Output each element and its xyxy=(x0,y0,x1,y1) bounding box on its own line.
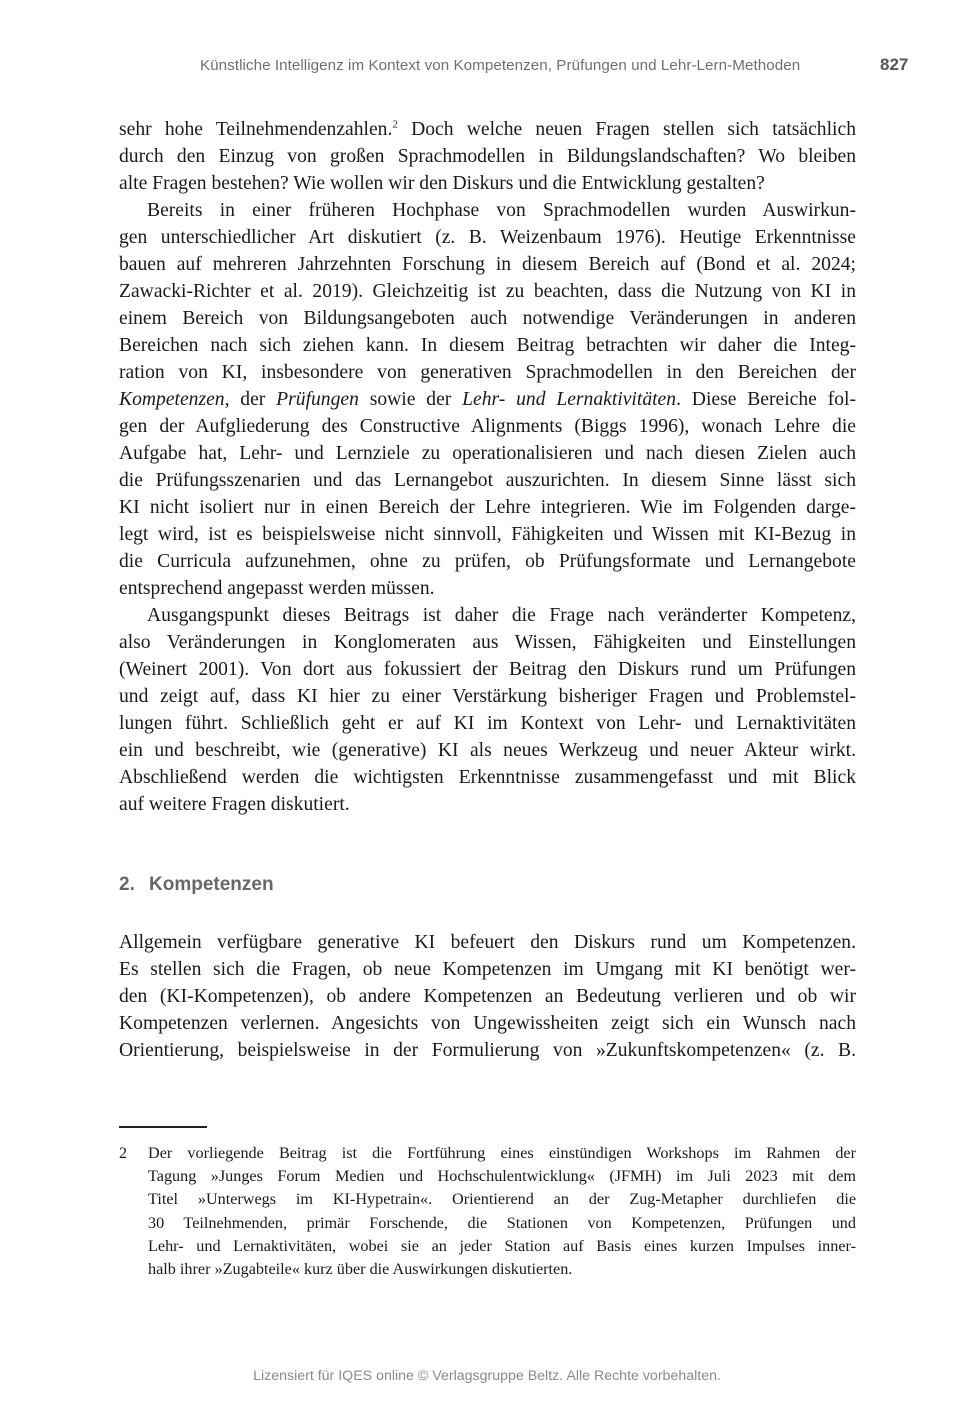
license-footer: Lizensiert für IQES online © Verlagsgruppe Beltz. Alle Rechte vorbehalten. xyxy=(253,1368,721,1384)
text-line: ein und beschreibt, wie (generative) KI als neues Werkzeug und neuer Akteur wirkt. xyxy=(119,740,856,761)
paragraph xyxy=(119,929,856,1064)
text-line: KI nicht isoliert nur in einen Bereich der Lehre integrieren. Wie im Folgenden darge- xyxy=(119,497,856,518)
footnote-line: Der vorliegende Beitrag ist die Fortführung eines einstündigen Workshops im Rahmen der xyxy=(148,1144,856,1162)
intro-body-text xyxy=(119,116,856,818)
text-line: und zeigt auf, dass KI hier zu einer Verstärkung bisheriger Fragen und Problemstel- xyxy=(119,686,856,707)
text-line: einem Bereich von Bildungsangeboten auch notwendige Veränderungen in anderen xyxy=(119,308,856,329)
text-line: Ausgangspunkt dieses Beitrags ist daher die Frage nach veränderter Kompetenz, xyxy=(147,605,856,626)
text-line: Aufgabe hat, Lehr- und Lernziele zu operationalisieren und nach diesen Zielen auch xyxy=(119,443,856,464)
emphasized-term: Lehr- und Lernaktivitäten xyxy=(462,389,677,410)
footnote-line: Tagung »Junges Forum Medien und Hochschulentwicklung« (JFMH) im Juli 2023 mit dem xyxy=(148,1167,856,1186)
text-line: Zawacki-Richter et al. 2019). Gleichzeitig ist zu beachten, dass die Nutzung von KI in xyxy=(119,281,856,302)
emphasized-term: Prüfungen xyxy=(276,389,359,410)
text-line: (Weinert 2001). Von dort aus fokussiert der Beitrag den Diskurs rund um Prüfungen xyxy=(119,659,856,680)
text-line: gen der Aufgliederung des Constructive Alignments (Biggs 1996), wonach Lehre die xyxy=(119,416,856,437)
footnote-line: halb ihrer »Zugabteile« kurz über die Auswirkungen diskutierten. xyxy=(148,1259,573,1278)
text-line: die Prüfungsszenarien und das Lernangebot auszurichten. In diesem Sinne lässt sich xyxy=(119,470,856,491)
footnote-line: Lehr- und Lernaktivitäten, wobei sie an jeder Station auf Basis eines kurzen Impulses inner- xyxy=(148,1236,856,1255)
paragraph xyxy=(119,116,856,197)
text-line: Abschließend werden die wichtigsten Erkenntnisse zusammengefasst und mit Blick xyxy=(119,767,856,788)
footnotes xyxy=(119,1142,856,1281)
text-line: also Veränderungen in Konglomeraten aus Wissen, Fähigkeiten und Einstellungen xyxy=(119,632,856,653)
text-line: auf weitere Fragen diskutiert. xyxy=(119,794,350,815)
paragraph xyxy=(119,602,856,818)
footnote-line: Titel »Unterwegs im KI-Hypetrain«. Orientierend an der Zug-Metapher durchliefen die xyxy=(148,1190,856,1209)
footnote-number: 2 xyxy=(119,1144,128,1162)
footnote-item xyxy=(119,1142,856,1281)
text-line: alte Fragen bestehen? Wie wollen wir den Diskurs und die Entwicklung gestalten? xyxy=(119,173,765,194)
text-line: durch den Einzug von großen Sprachmodellen in Bildungslandschaften? Wo bleiben xyxy=(119,146,856,167)
page-number: 827 xyxy=(880,55,909,74)
text-line: Allgemein verfügbare generative KI befeuert den Diskurs rund um Kompetenzen. xyxy=(119,932,856,953)
paragraph xyxy=(119,197,856,602)
section-number: 2. xyxy=(119,874,135,895)
footnote-line: 30 Teilnehmenden, primär Forschende, die Stationen von Kompetenzen, Prüfungen und xyxy=(148,1213,856,1232)
text-line: Kompetenzen, der Prüfungen sowie der Lehr- und Lernaktivitäten. Diese Bereiche fol- xyxy=(119,389,856,410)
text-line: Orientierung, beispielsweise in der Formulierung von »Zukunftskompetenzen« (z. B. xyxy=(119,1040,856,1061)
text-line: Es stellen sich die Fragen, ob neue Kompetenzen im Umgang mit KI benötigt wer- xyxy=(119,959,856,980)
text-line: lungen führt. Schließlich geht er auf KI im Kontext von Lehr- und Lernaktivitäten xyxy=(119,713,856,734)
footnote-reference[interactable]: 2 xyxy=(392,118,398,131)
text-line: die Curricula aufzunehmen, ohne zu prüfen, ob Prüfungsformate und Lernangebote xyxy=(119,551,856,572)
emphasized-term: Kompetenzen xyxy=(119,389,225,410)
section-body-text xyxy=(119,929,856,1064)
text-line: entsprechend angepasst werden müssen. xyxy=(119,578,435,599)
text-line: legt wird, ist es beispielsweise nicht sinnvoll, Fähigkeiten und Wissen mit KI-Bezug in xyxy=(119,524,856,545)
footnote-divider xyxy=(119,1126,207,1128)
text-line: bauen auf mehreren Jahrzehnten Forschung in diesem Bereich auf (Bond et al. 2024; xyxy=(119,254,856,275)
text-line: Kompetenzen verlernen. Angesichts von Ungewissheiten zeigt sich ein Wunsch nach xyxy=(119,1013,856,1034)
section-title: Kompetenzen xyxy=(149,874,274,895)
footnote-text xyxy=(148,1142,856,1281)
text-line: Bereits in einer früheren Hochphase von Sprachmodellen wurden Auswirkun- xyxy=(147,200,856,221)
text-line: Bereichen nach sich ziehen kann. In diesem Beitrag betrachten wir daher die Integ- xyxy=(119,335,856,356)
text-line: gen unterschiedlicher Art diskutiert (z. B. Weizenbaum 1976). Heutige Erkenntnisse xyxy=(119,227,856,248)
text-line: sehr hohe Teilnehmendenzahlen.$^2$ Doch welche neuen Fragen stellen sich tatsächlich xyxy=(119,118,856,140)
section-heading xyxy=(119,874,274,896)
text-line: ration von KI, insbesondere von generativen Sprachmodellen in den Bereichen der xyxy=(119,362,856,383)
running-header-title: Künstliche Intelligenz im Kontext von Kompetenzen, Prüfungen und Lehr-Lern-Methoden xyxy=(200,57,801,74)
text-line: den (KI-Kompetenzen), ob andere Kompetenzen an Bedeutung verlieren und ob wir xyxy=(119,986,856,1007)
